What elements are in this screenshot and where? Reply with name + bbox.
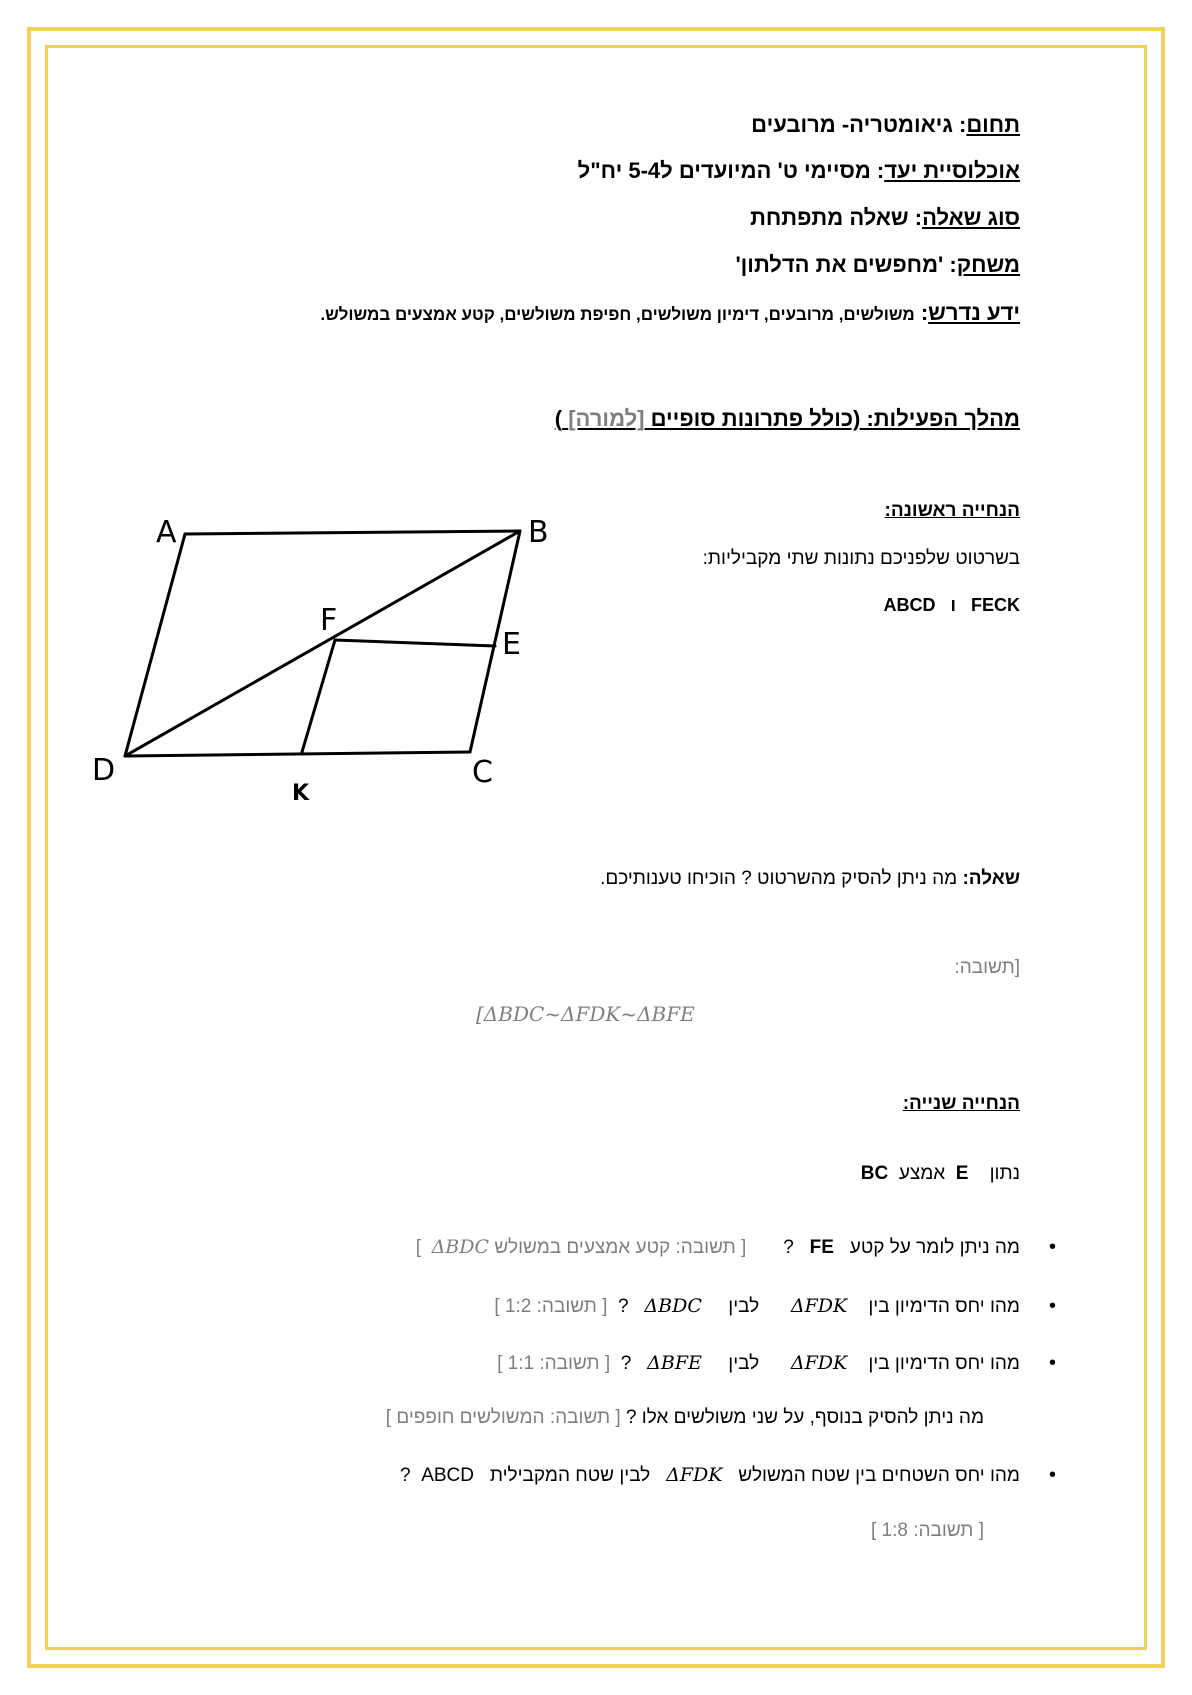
bullet-item: • מהו יחס השטחים בין שטח המשולש ΔFDK לבין שטח המקבילית ABCD ? [260,1464,1020,1487]
segment-fe [335,640,495,646]
bullet-item: • מה ניתן לומר על קטע FE ? [ תשובה: קטע אמצעים במשולש ΔBDC ] [260,1236,1020,1259]
parallelograms-line: ABCD ו FECK [883,595,1020,615]
question-label: שאלה: [962,868,1020,889]
field-line: תחום: גיאומטריה- מרובעים [751,112,1020,137]
knowledge-value: משולשים, מרובעים, דימיון משולשים, חפיפת משולשים, קטע אמצעים במשולש. [320,305,915,324]
given-line: נתון E אמצע BC [860,1163,1020,1184]
label-f: F [320,603,338,638]
audience-value: מסיימי ט' המיועדים ל5-4 יח"ל [577,158,871,183]
edge-da [125,534,185,756]
question-type-value: שאלה מתפתחת [750,205,909,230]
game-value: 'מחפשים את הדלתון' [735,252,944,277]
question-line [600,868,1020,890]
label-k: K [292,781,310,806]
shape-abcd: ABCD [883,595,936,615]
label-a: A [156,515,177,550]
knowledge-label: ידע נדרש [928,300,1020,325]
game-line: משחק: 'מחפשים את הדלתון' [735,252,1020,277]
edge-cd [125,752,470,756]
shape-feck: FECK [971,595,1020,615]
first-hint-title: הנחייה ראשונה: [884,500,1020,521]
field-value: גיאומטריה- מרובעים [751,112,953,137]
audience-line: אוכלוסיית יעד: מסיימי ט' המיועדים ל5-4 יח"ל [577,158,1020,183]
game-label: משחק [956,252,1020,277]
extra-question: מה ניתן להסיק בנוסף, על שני משולשים אלו ? [ תשובה: המשולשים חופפים ] [385,1407,984,1428]
bullet-item: • מהו יחס הדימיון בין ΔFDK לבין ΔBDC ? [ תשובה: 1:2 ] [260,1295,1020,1318]
question-text: מה ניתן להסיק מהשרטוט ? הוכיחו טענותיכם. [600,868,958,889]
parallelogram-diagram [90,500,570,810]
answer-similarity: [ΔBDC~ΔFDK~ΔBFE [476,1002,695,1026]
knowledge-line: ידע נדרש: משולשים, מרובעים, דימיון משולשים, חפיפת משולשים, קטע אמצעים במשולש. [320,300,1020,325]
label-b: B [528,515,549,550]
second-hint-title: הנחייה שנייה: [902,1093,1020,1114]
segment-fk [302,640,335,752]
field-label: תחום [966,112,1020,137]
answer-label: [תשובה: [954,957,1020,978]
edge-ab [185,531,520,534]
last-answer: [ תשובה: 1:8 ] [870,1520,984,1541]
teacher-note: [למורה] [568,406,645,431]
bullet-item: • מהו יחס הדימיון בין ΔFDK לבין ΔBFE ? [ תשובה: 1:1 ] [260,1352,1020,1375]
question-type-line: סוג שאלה: שאלה מתפתחת [750,205,1020,230]
activity-title: מהלך הפעילות: (כולל פתרונות סופיים [למורה] ) [554,406,1020,431]
question-type-label: סוג שאלה [922,205,1020,230]
first-hint-text: בשרטוט שלפניכם נתונות שתי מקביליות: [702,548,1020,569]
audience-label: אוכלוסיית יעד [884,158,1020,183]
label-c: C [472,755,493,790]
label-d: D [92,753,116,788]
label-e: E [502,627,521,662]
